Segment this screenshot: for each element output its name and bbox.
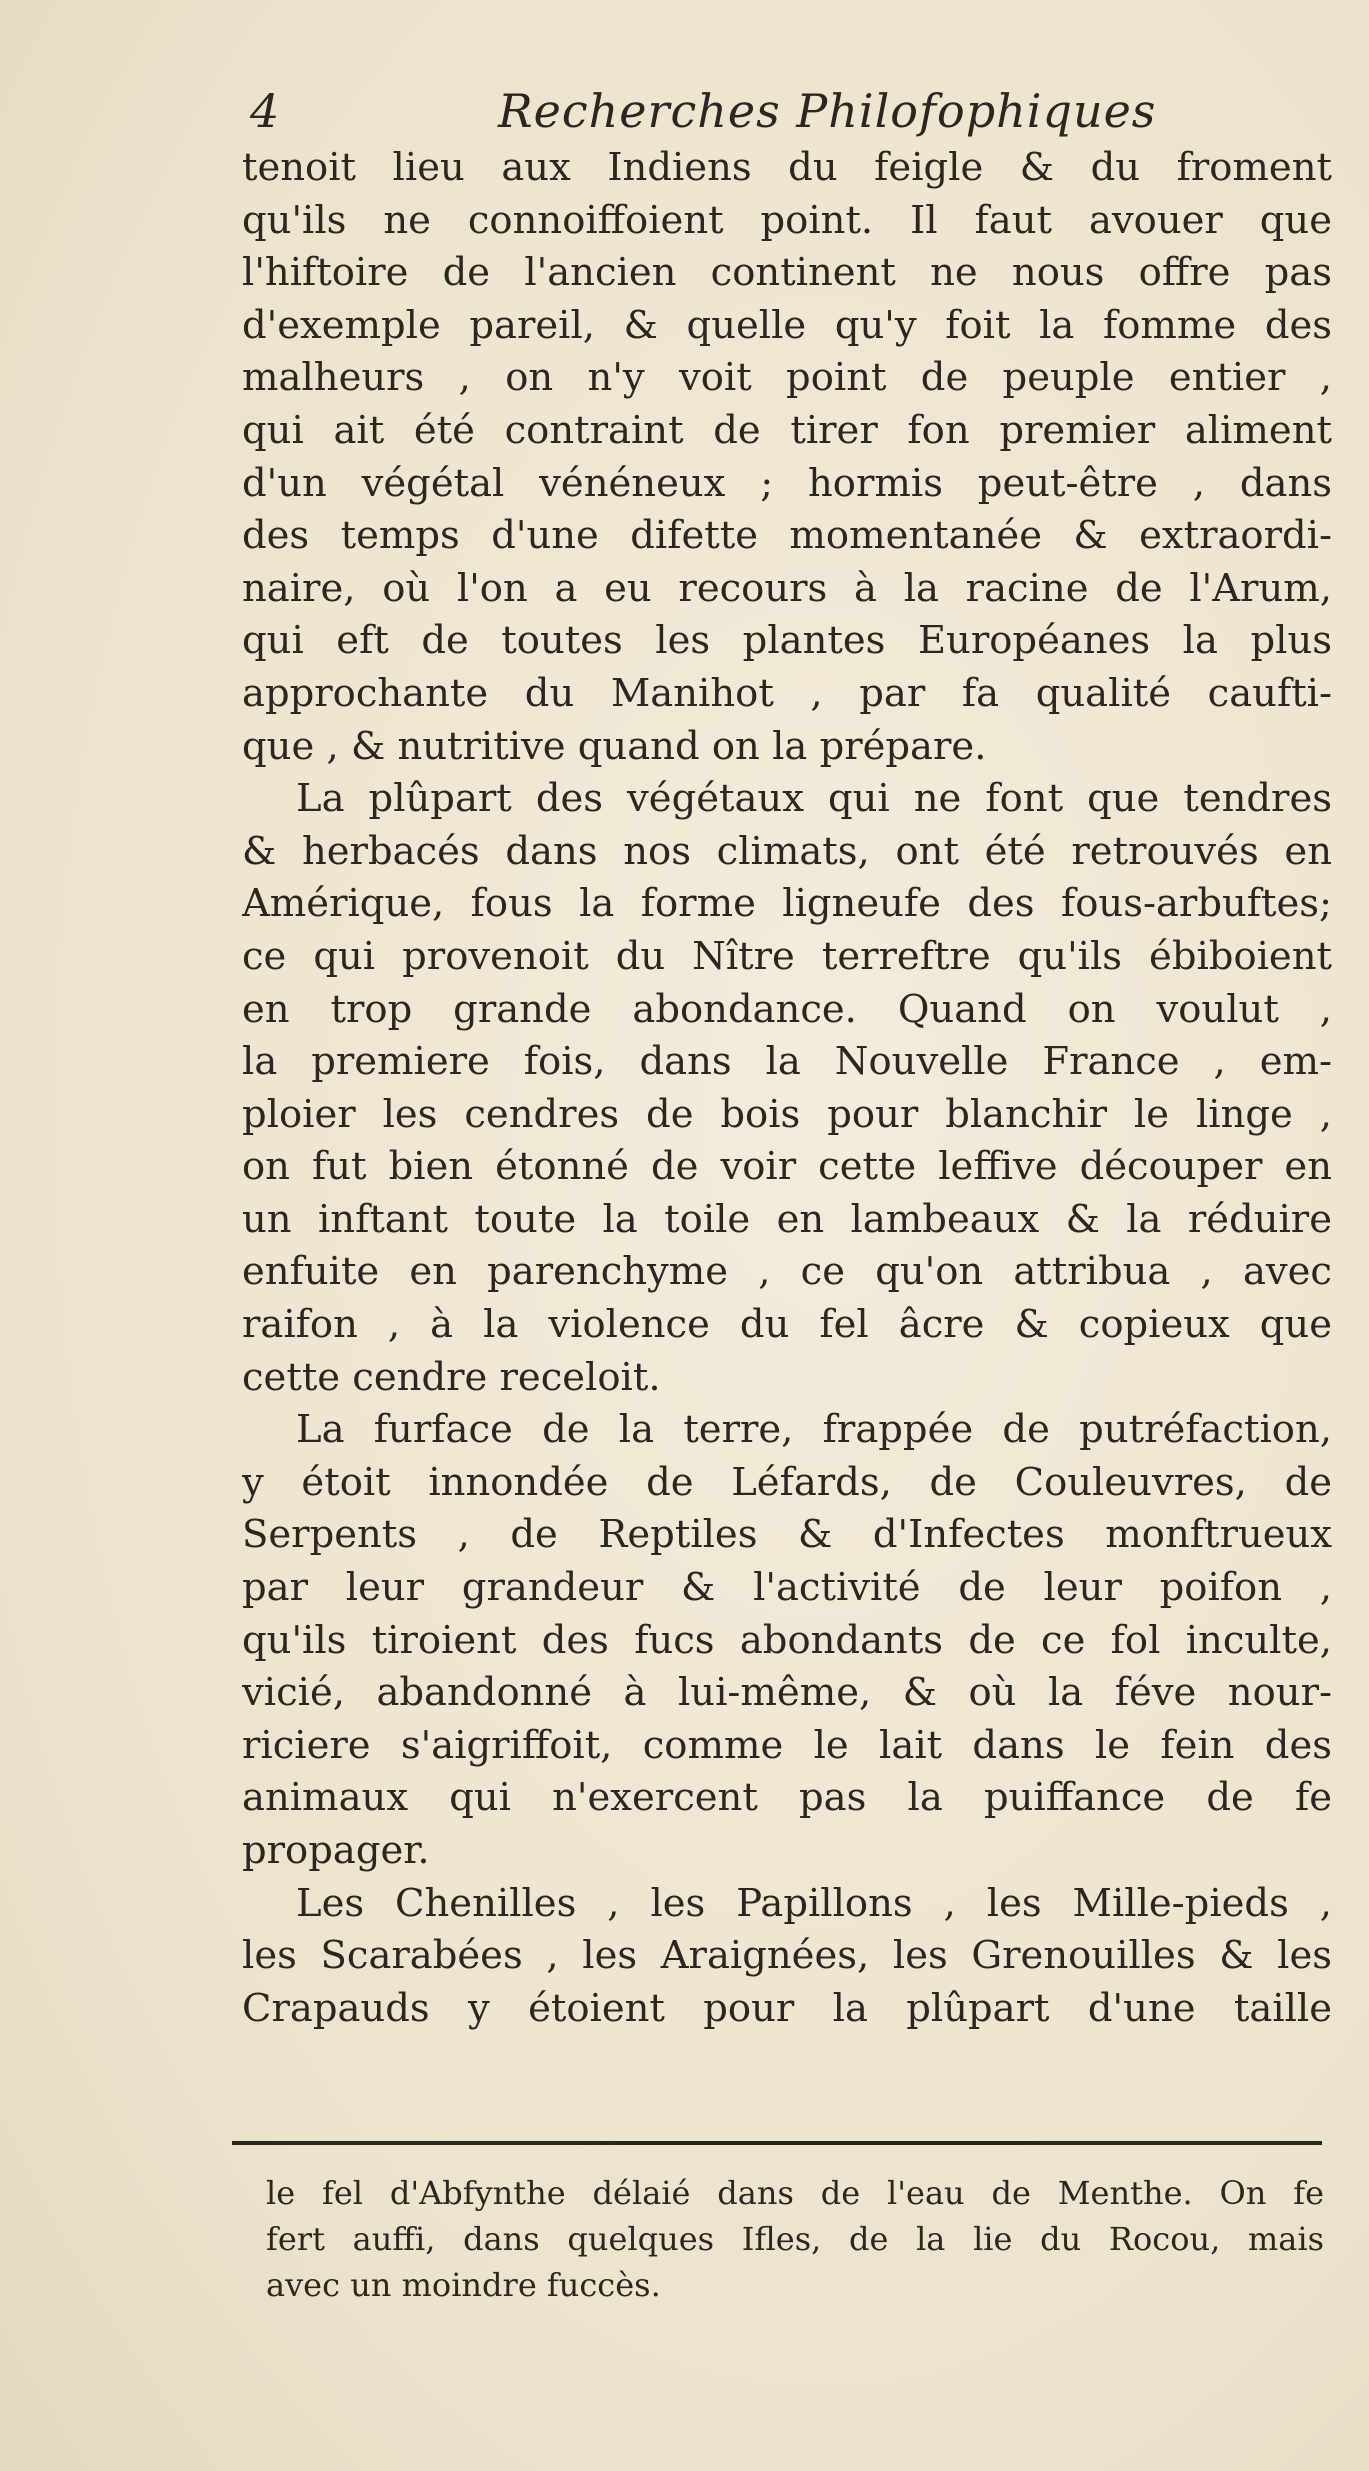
text-line: la premiere fois, dans la Nouvelle France , em- [242,1039,1332,1085]
text-line: approchante du Manihot , par fa qualité caufti- [242,670,1332,716]
footnote [266,2170,1324,2308]
text-line: Serpents , de Reptiles & d'Infectes monftrueux [242,1512,1332,1558]
page-number: 4 [250,84,280,138]
text-line: vicié, abandonné à lui-même, & où la féve nour- [242,1670,1332,1716]
text-line: cette cendre receloit. [242,1354,661,1400]
text-line: un inftant toute la toile en lambeaux & la réduire [242,1196,1332,1242]
text-line: par leur grandeur & l'activité de leur poifon , [242,1565,1332,1611]
text-line: Les Chenilles , les Papillons , les Mille-pieds , [296,1880,1332,1926]
text-line: raifon , à la violence du fel âcre & copieux que [242,1302,1332,1348]
text-line: qui ait été contraint de tirer fon premier aliment [242,407,1332,453]
text-line: que , & nutritive quand on la prépare. [242,723,987,769]
text-line: Amérique, fous la forme ligneufe des fous-arbuftes; [242,881,1332,927]
text-line: enfuite en parenchyme , ce qu'on attribua , avec [242,1249,1332,1295]
text-line: en trop grande abondance. Quand on voulut , [242,986,1332,1032]
text-line: ce qui provenoit du Nître terreftre qu'ils ébiboient [242,933,1332,979]
running-title: Recherches Philofophiques [498,84,1157,138]
text-line: des temps d'une difette momentanée & extraordi- [242,513,1332,559]
text-line: La furface de la terre, frappée de putréfaction, [296,1407,1332,1453]
text-line: on fut bien étonné de voir cette leffive découper en [242,1144,1332,1190]
text-line: naire, où l'on a eu recours à la racine de l'Arum, [242,565,1332,611]
text-line: d'un végétal vénéneux ; hormis peut-être , dans [242,460,1332,506]
text-line: propager. [242,1828,430,1873]
text-line: l'hiftoire de l'ancien continent ne nous offre pas [242,250,1332,296]
text-line: malheurs , on n'y voit point de peuple entier , [242,355,1332,401]
page-header [250,84,1310,144]
text-line: Crapauds y étoient pour la plûpart d'une taille [242,1985,1332,2031]
footnote-line: fert auffi, dans quelques Ifles, de la lie du Rocou, mais [266,2220,1324,2258]
text-line: & herbacés dans nos climats, ont été retrouvés en [242,828,1332,874]
footnote-line: avec un moindre fuccès. [266,2266,661,2304]
text-line: d'exemple pareil, & quelle qu'y foit la fomme des [242,302,1332,348]
text-line: qu'ils tiroient des fucs abondants de ce fol inculte, [242,1617,1332,1663]
body-text [242,142,1332,2035]
text-line: les Scarabées , les Araignées, les Grenouilles & les [242,1933,1332,1979]
text-line: qui eft de toutes les plantes Européanes la plus [242,618,1332,664]
text-line: y étoit innondée de Léfards, de Couleuvres, de [242,1459,1332,1505]
footnote-divider [232,2141,1322,2145]
text-line: riciere s'aigriffoit, comme le lait dans le fein des [242,1722,1332,1768]
text-line: tenoit lieu aux Indiens du feigle & du froment [242,145,1332,190]
text-line: ploier les cendres de bois pour blanchir le linge , [242,1091,1332,1137]
text-line: La plûpart des végétaux qui ne font que tendres [296,776,1332,822]
footnote-line: le fel d'Abfynthe délaié dans de l'eau de Menthe. On fe [266,2174,1324,2212]
text-line: qu'ils ne connoiffoient point. Il faut avouer que [242,197,1332,243]
text-line: animaux qui n'exercent pas la puiffance de fe [242,1775,1332,1821]
